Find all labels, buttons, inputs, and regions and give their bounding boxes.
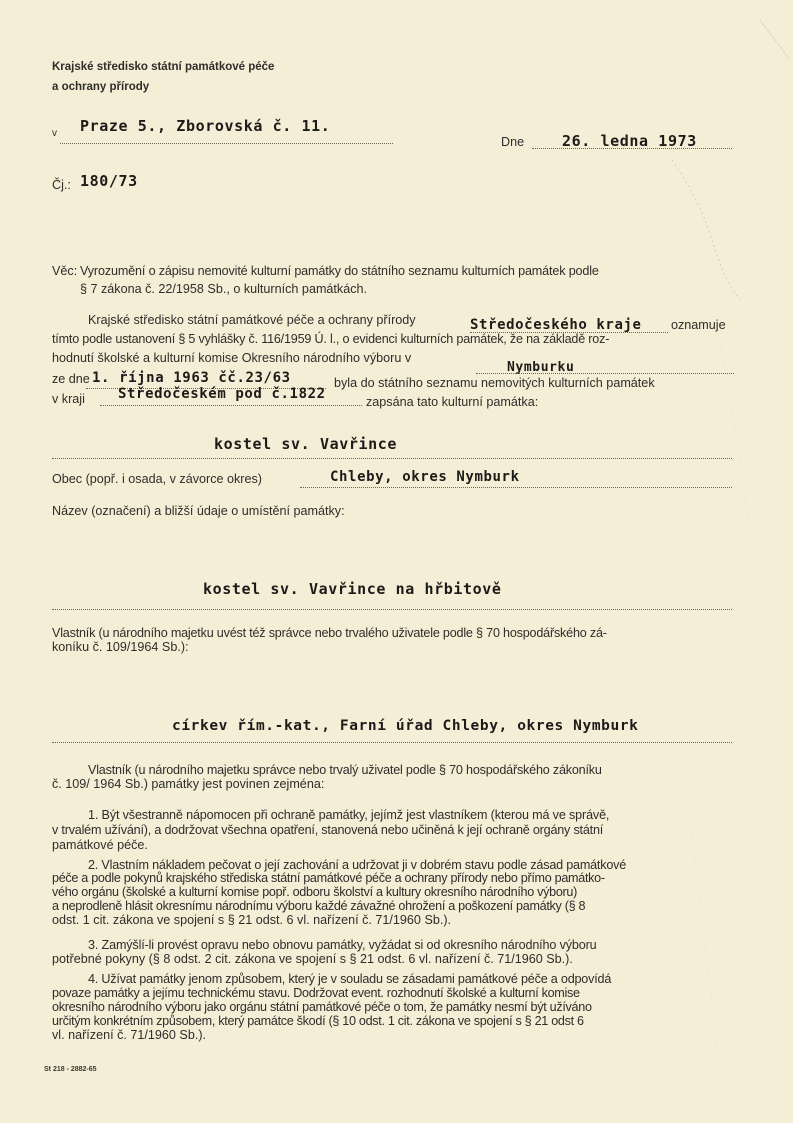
obec-dotted-line <box>300 487 732 488</box>
duties-intro-line-2: č. 109/ 1964 Sb.) památky jest povinen zejména: <box>52 777 325 791</box>
duty-2-line-5: odst. 1 cit. zákona ve spojení s § 21 odst. 6 vl. nařízení č. 71/1960 Sb.). <box>52 913 452 927</box>
subject-line-2: § 7 zákona č. 22/1958 Sb., o kulturních památkách. <box>80 282 368 296</box>
subject-line-1: Vyrozumění o zápisu nemovité kulturní památky do státního seznamu kulturních památek podle <box>80 264 599 278</box>
duty-4-line-3: okresního národního výboru jako orgánu státní památkové péče o tom, že památky nesmí být užíváno <box>52 1000 592 1014</box>
address-dotted-line <box>60 143 393 144</box>
duty-4-line-1: 4. Užívat památky jenom způsobem, který je v souladu se zásadami památkové péče a odpovídá <box>88 972 612 986</box>
duty-2-line-4: a neprodleně hlásit okresnímu národnímu výboru každé závažné ohrožení a poškození památky (§ 8 <box>52 899 586 913</box>
duty-4-line-2: povaze památky a jejímu technickému stavu. Dodržovat event. rozhodnutí školské a kulturní komise <box>52 986 580 1000</box>
cj-value: 180/73 <box>80 172 138 190</box>
notice-line-5b: zapsána tato kulturní památka: <box>366 395 539 409</box>
nazev-value: kostel sv. Vavřince na hřbitově <box>203 580 502 598</box>
date-dotted-line <box>532 148 732 149</box>
notice-line-4a: ze dne <box>52 372 90 386</box>
duty-3-line-2: potřebné pokyny (§ 8 odst. 2 cit. zákona ve spojení s § 21 odst. 6 vl. nařízení č. 71/1960 Sb.). <box>52 952 573 966</box>
org-name-line1: Krajské středisko státní památkové péče <box>52 61 275 73</box>
duty-1-line-3: památkové péče. <box>52 838 148 852</box>
duty-1-line-1: 1. Být všestranně nápomocen při ochraně památky, jejímž jest vlastníkem (kterou má ve správě, <box>88 808 610 822</box>
nazev-label: Název (označení) a bližší údaje o umístění památky: <box>52 504 345 518</box>
subject-label: Věc: <box>52 264 78 278</box>
cj-label: Čj.: <box>52 178 71 192</box>
owner-label-line-1: Vlastník (u národního majetku uvést též správce nebo trvalého uživatele podle § 70 hospodářského zá- <box>52 626 607 640</box>
notice-registry-number: Středočeském pod č.1822 <box>118 386 326 402</box>
org-name-line2: a ochrany přírody <box>52 81 150 93</box>
date-value: 26. ledna 1973 <box>562 132 697 150</box>
form-code: St 218 - 2882-65 <box>44 1066 97 1073</box>
owner-value: církev řím.-kat., Farní úřad Chleby, okres Nymburk <box>172 718 639 734</box>
notice-line-3a: hodnutí školské a kulturní komise Okresního národního výboru v <box>52 351 412 365</box>
monument-name-dotted-line <box>52 458 732 459</box>
date-label: Dne <box>501 135 525 149</box>
notice-region: Středočeského kraje <box>470 317 642 333</box>
duty-2-line-3: vého orgánu (školské a kulturní komise popř. odboru školství a kultury okresního národního výboru) <box>52 885 578 899</box>
notice-district: Nymburku <box>507 360 575 375</box>
duty-1-line-2: v trvalém užívání), a dodržovat všechna opatření, stanovená nebo učiněná k její ochraně orgány státní <box>52 823 604 837</box>
notice-line-1b: oznamuje <box>671 318 726 332</box>
obec-value: Chleby, okres Nymburk <box>330 469 520 485</box>
obec-label: Obec (popř. i osada, v závorce okres) <box>52 472 262 486</box>
owner-label-line-2: koníku č. 109/1964 Sb.): <box>52 640 189 654</box>
nazev-dotted-line <box>52 609 732 610</box>
monument-name: kostel sv. Vavřince <box>214 435 397 453</box>
duty-2-line-2: péče a podle pokynů krajského střediska státní památkové péče a ochrany přírody nebo přímo památko- <box>52 871 605 885</box>
duty-4-line-5: vl. nařízení č. 71/1960 Sb.). <box>52 1028 207 1042</box>
address-value: Praze 5., Zborovská č. 11. <box>80 117 331 135</box>
district-dotted-line <box>476 373 734 374</box>
address-v-label: v <box>52 128 57 139</box>
registry-dotted-line <box>100 405 362 406</box>
notice-line-2: tímto podle ustanovení § 5 vyhlášky č. 116/1959 Ú. l., o evidenci kulturních památek, že na základě roz- <box>52 332 610 346</box>
duty-4-line-4: určitým konkrétním způsobem, který památce škodí (§ 10 odst. 1 cit. zákona ve spojení s § 21 odst 6 <box>52 1014 584 1028</box>
duty-3-line-1: 3. Zamýšlí-li provést opravu nebo obnovu památky, vyžádat si od okresního národního výboru <box>88 938 597 952</box>
duties-intro-line-1: Vlastník (u národního majetku správce nebo trvalý uživatel podle § 70 hospodářského zákoníku <box>88 763 602 777</box>
notice-line-1a: Krajské středisko státní památkové péče a ochrany přírody <box>88 313 416 327</box>
owner-dotted-line <box>52 742 732 743</box>
notice-decision-date: 1. října 1963 čč.23/63 <box>92 370 291 386</box>
notice-line-4b: byla do státního seznamu nemovitých kulturních památek <box>334 376 655 390</box>
duty-2-line-1: 2. Vlastním nákladem pečovat o její zachování a udržovat ji v dobrém stavu podle zásad památkové <box>88 858 627 872</box>
notice-line-5a: v kraji <box>52 392 85 406</box>
